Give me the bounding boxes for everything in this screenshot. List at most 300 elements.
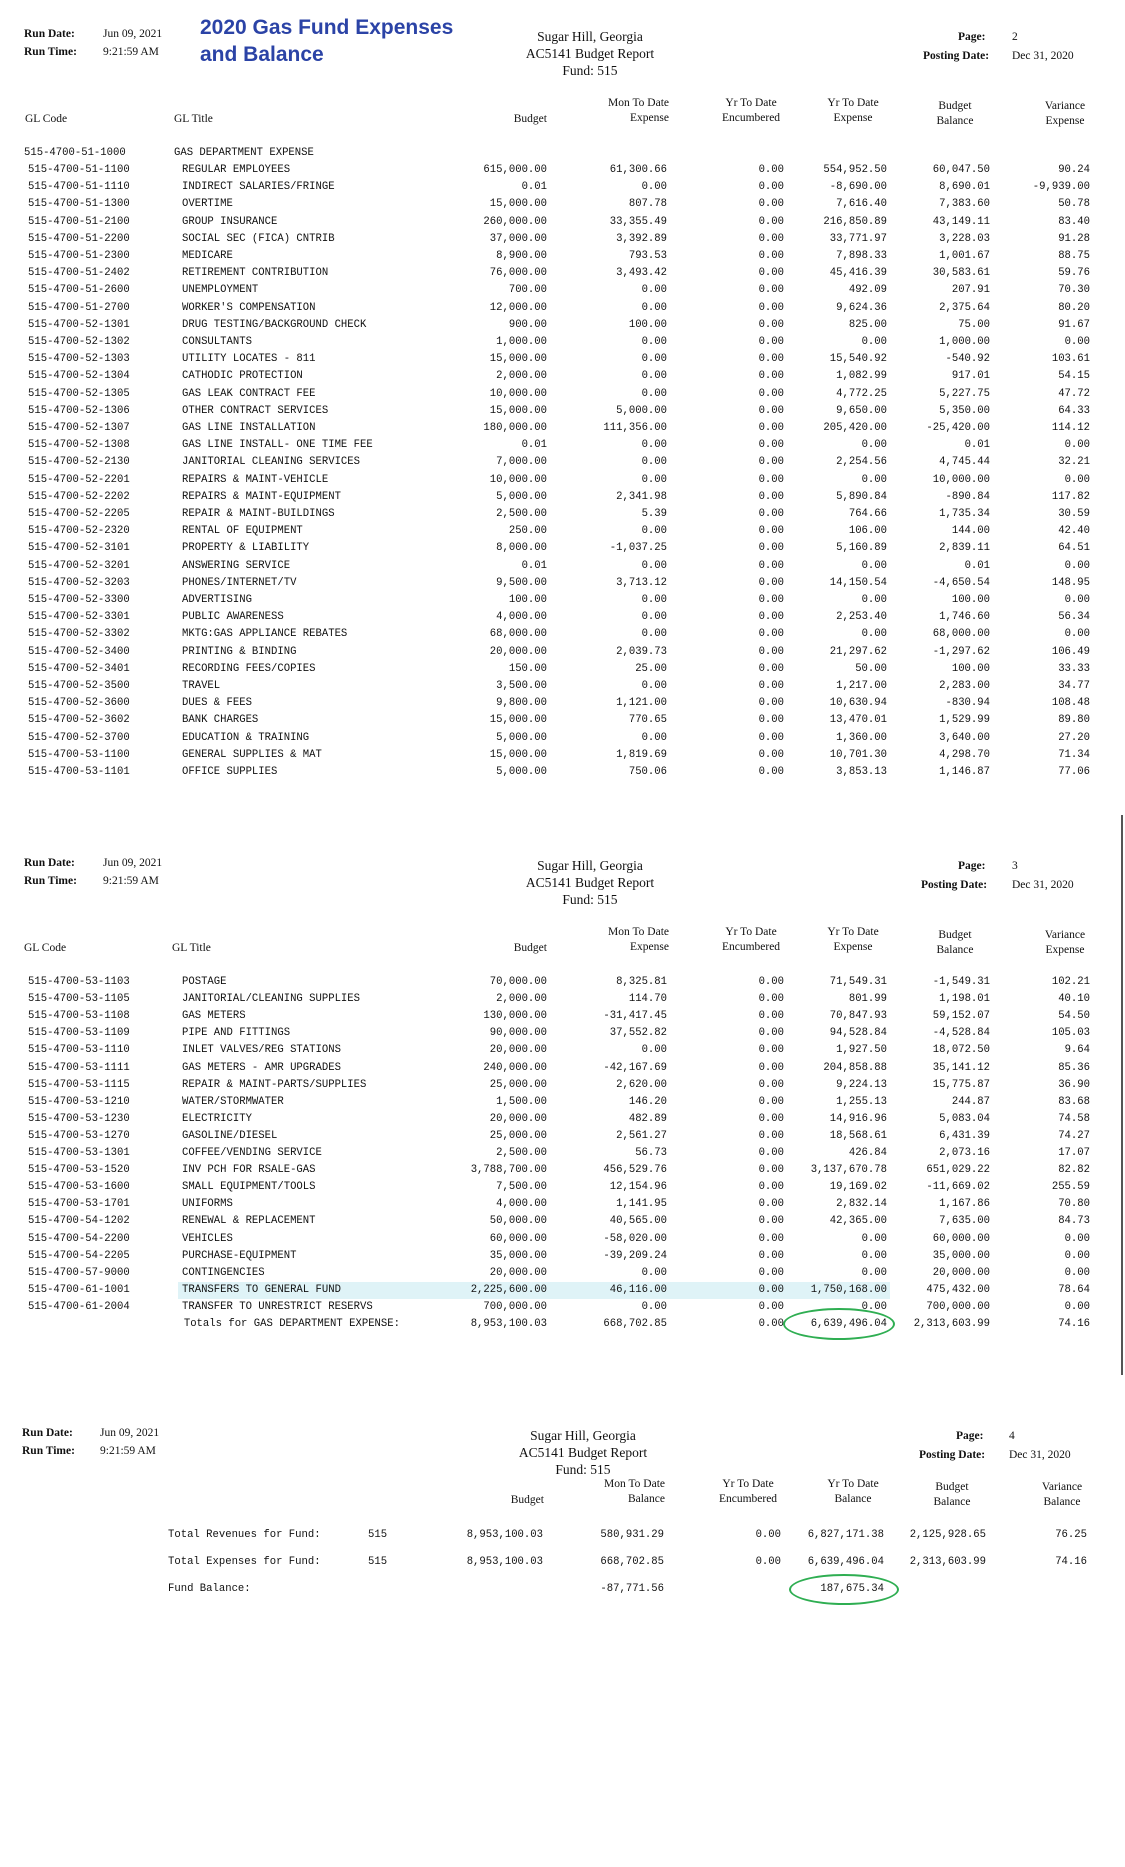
col-ytd-line1: Yr To Date [827, 97, 879, 109]
ytd-expense: 2,832.14 [836, 1198, 887, 1211]
gl-code: 515-4700-53-1115 [28, 1078, 130, 1091]
col-bal-line1: Budget [935, 1481, 969, 1493]
ytd-encumbered: 0.00 [758, 1249, 784, 1262]
gl-code: 515-4700-51-2200 [28, 232, 130, 245]
table-row [0, 974, 1125, 991]
budget-balance: 2,073.16 [939, 1147, 990, 1159]
variance: 50.78 [1058, 198, 1090, 211]
col-ytd-line2: Balance [834, 1493, 872, 1505]
mtd-expense: 770.65 [628, 714, 667, 727]
mtd-expense: 0.00 [641, 473, 667, 486]
ytd-expense: 0.00 [861, 628, 887, 641]
variance: 0.00 [1064, 559, 1090, 572]
variance: 54.50 [1058, 1010, 1090, 1023]
mtd-expense: 1,141.95 [616, 1198, 667, 1211]
gl-title: JANITORIAL/CLEANING SUPPLIES [182, 993, 361, 1006]
mtd-expense: 1,121.00 [616, 697, 667, 710]
ytd-encumbered: 0.00 [758, 611, 784, 624]
table-row [0, 1077, 1125, 1094]
mtd-expense: 40,565.00 [609, 1215, 667, 1228]
ytd-expense: 13,470.01 [829, 714, 887, 727]
col-gl-title: GL Title [174, 113, 213, 125]
ytd-expense: 216,850.89 [823, 215, 887, 228]
ytd-expense: 21,297.62 [829, 645, 887, 658]
budget-balance: 59,152.07 [932, 1010, 990, 1023]
table-row [0, 368, 1125, 385]
budget-balance: -25,420.00 [926, 422, 990, 434]
ytd-encumbered: 0.00 [758, 1078, 784, 1091]
budget: 8,000.00 [496, 542, 547, 555]
variance: 88.75 [1058, 250, 1090, 262]
budget: 9,500.00 [496, 576, 547, 589]
variance: 64.51 [1058, 542, 1090, 555]
col-bal-line2: Balance [933, 1496, 971, 1508]
mtd-expense: 0.00 [641, 1266, 667, 1279]
gl-title: GASOLINE/DIESEL [182, 1129, 278, 1142]
gl-title: MEDICARE [182, 250, 233, 262]
fund-balance-row [0, 1581, 1125, 1598]
budget: 260,000.00 [483, 215, 547, 228]
ytd-encumbered: 0.00 [758, 318, 784, 331]
variance: 40.10 [1058, 993, 1090, 1006]
col-enc-line1: Yr To Date [725, 926, 777, 938]
mtd-expense: 0.00 [641, 456, 667, 469]
gl-title: PURCHASE-EQUIPMENT [182, 1249, 297, 1262]
budget-balance: 7,383.60 [939, 198, 990, 211]
table-row [0, 506, 1125, 523]
table-row [0, 695, 1125, 712]
gl-title: GAS LINE INSTALL- ONE TIME FEE [182, 439, 373, 452]
budget: 4,000.00 [496, 611, 547, 624]
budget: 180,000.00 [483, 422, 547, 434]
budget: 150.00 [508, 662, 547, 675]
ytd-encumbered: 0.00 [758, 198, 784, 211]
gl-code: 515-4700-52-3602 [28, 714, 130, 727]
variance: 56.34 [1058, 611, 1090, 624]
table-row [0, 1094, 1125, 1111]
col-encumbered [710, 925, 792, 955]
mtd-expense: 0.00 [641, 628, 667, 641]
totals-label: Totals for GAS DEPARTMENT EXPENSE: [183, 1318, 400, 1330]
variance: 33.33 [1058, 662, 1090, 675]
report-page-3 [0, 845, 1125, 1385]
run-time: 9:21:59 AM [100, 1445, 156, 1457]
table-row [0, 1282, 1125, 1299]
col-enc-line1: Yr To Date [722, 1478, 774, 1490]
gl-title: UNIFORMS [182, 1198, 233, 1211]
budget: 20,000.00 [489, 1266, 547, 1279]
ytd-encumbered: 0.00 [758, 594, 784, 606]
budget: 130,000.00 [483, 1010, 547, 1023]
col-ytd-line1: Yr To Date [827, 926, 879, 938]
table-row [0, 1265, 1125, 1282]
gl-title: POSTAGE [182, 976, 227, 988]
gl-code: 515-4700-52-3203 [28, 576, 130, 589]
mtd-expense: 2,561.27 [616, 1129, 667, 1142]
variance: 42.40 [1058, 525, 1090, 538]
col-var-line2: Balance [1043, 1496, 1081, 1508]
ytd-expense: 42,365.00 [829, 1215, 887, 1228]
gl-code: 515-4700-52-3700 [28, 731, 130, 744]
gl-title: CONSULTANTS [182, 336, 252, 348]
table-row [0, 300, 1125, 317]
col-var-line1: Variance [1044, 100, 1086, 112]
circle-annotation-fund-balance [789, 1574, 899, 1605]
ytd-encumbered: 0.00 [758, 232, 784, 245]
variance: 83.40 [1058, 215, 1090, 228]
budget-balance: 1,529.99 [939, 714, 990, 727]
budget: 2,500.00 [496, 508, 547, 520]
ytd-expense: 801.99 [848, 993, 887, 1006]
variance: 59.76 [1058, 267, 1090, 280]
gl-code: 515-4700-51-2300 [28, 250, 130, 262]
run-date-label: Run Date: [24, 857, 75, 869]
variance: 36.90 [1058, 1078, 1090, 1091]
gl-title: COFFEE/VENDING SERVICE [182, 1147, 322, 1159]
gl-code: 515-4700-52-3301 [28, 611, 130, 624]
col-mtd-line2: Balance [627, 1493, 665, 1505]
ytd-expense: 10,630.94 [829, 697, 887, 710]
budget-balance: 6,431.39 [939, 1129, 990, 1142]
ytd-expense: 0.00 [861, 473, 887, 486]
ytd-encumbered: 0.00 [758, 456, 784, 469]
mtd-expense: 3,713.12 [616, 576, 667, 589]
ytd-expense: 0.00 [861, 336, 887, 348]
budget-balance: 1,746.60 [939, 611, 990, 624]
budget-balance: 8,690.01 [939, 181, 990, 194]
ytd-encumbered: 0.00 [758, 628, 784, 641]
variance: 0.00 [1064, 336, 1090, 348]
mtd-expense: 1,819.69 [616, 748, 667, 761]
ytd-expense: 18,568.61 [829, 1129, 887, 1142]
budget-balance: 1,146.87 [939, 766, 990, 778]
ytd-expense: 14,150.54 [829, 576, 887, 589]
col-budget-balance [920, 928, 990, 958]
ytd-expense: 7,898.33 [836, 250, 887, 262]
col-mtd-line2: Expense [630, 112, 669, 124]
budget-balance: 5,083.04 [939, 1112, 990, 1125]
ytd-expense: 7,616.40 [836, 198, 887, 211]
variance: 255.59 [1051, 1181, 1090, 1194]
gl-title: WATER/STORMWATER [182, 1095, 284, 1108]
table-row [0, 196, 1125, 213]
gl-title: CONTINGENCIES [182, 1266, 265, 1279]
fund-balance-label: Fund Balance: [168, 1583, 251, 1595]
page-number: 2 [1012, 31, 1018, 43]
table-row [0, 1162, 1125, 1179]
budget-balance: 2,839.11 [939, 542, 990, 555]
budget: 5,000.00 [496, 490, 547, 503]
ytd-encumbered: 0.00 [758, 525, 784, 538]
table-row [0, 386, 1125, 403]
section-row [0, 145, 1125, 162]
ytd-expense: 15,540.92 [829, 353, 887, 366]
gl-code: 515-4700-52-2130 [28, 456, 130, 469]
ytd-expense: 0.00 [861, 439, 887, 452]
variance: 64.33 [1058, 404, 1090, 417]
variance: 0.00 [1064, 473, 1090, 486]
mtd-expense: 3,392.89 [616, 232, 667, 245]
variance: 54.15 [1058, 370, 1090, 383]
totals-balance: 2,313,603.99 [913, 1318, 990, 1330]
gl-code: 515-4700-51-1300 [28, 198, 130, 211]
gl-code: 515-4700-57-9000 [28, 1266, 130, 1279]
mtd-expense: 0.00 [641, 731, 667, 744]
variance: 74.58 [1058, 1112, 1090, 1125]
table-row [0, 334, 1125, 351]
report-name: AC5141 Budget Report [518, 1445, 648, 1460]
mtd-expense: 0.00 [641, 1044, 667, 1057]
variance: 32.21 [1058, 456, 1090, 469]
ytd-expense: 492.09 [848, 284, 887, 297]
table-row [0, 420, 1125, 437]
ytd-expense: 1,360.00 [836, 731, 887, 744]
budget-balance: 43,149.11 [932, 215, 990, 228]
mtd-expense: 0.00 [641, 1300, 667, 1313]
gl-title: EDUCATION & TRAINING [182, 731, 310, 744]
gl-title: REPAIRS & MAINT-VEHICLE [182, 473, 329, 486]
summary-mtd: 580,931.29 [600, 1529, 664, 1541]
gl-title: RENTAL OF EQUIPMENT [182, 525, 303, 538]
col-variance [1030, 99, 1100, 129]
mtd-expense: 2,620.00 [616, 1078, 667, 1091]
report-title-block [433, 1427, 733, 1478]
gl-title: GROUP INSURANCE [182, 215, 278, 228]
table-row [0, 1042, 1125, 1059]
budget: 3,500.00 [496, 680, 547, 692]
ytd-encumbered: 0.00 [758, 370, 784, 383]
gl-code: 515-4700-53-1210 [28, 1095, 130, 1108]
gl-code: 515-4700-53-1230 [28, 1112, 130, 1125]
variance: 0.00 [1064, 1266, 1090, 1279]
col-enc-line2: Encumbered [718, 1493, 778, 1505]
gl-code: 515-4700-51-1100 [28, 164, 130, 176]
mtd-expense: 3,493.42 [616, 267, 667, 280]
run-date-label: Run Date: [22, 1427, 73, 1439]
budget: 3,788,700.00 [470, 1164, 547, 1177]
gl-title: MKTG:GAS APPLIANCE REBATES [182, 628, 348, 641]
table-row [0, 1248, 1125, 1265]
variance: 85.36 [1058, 1061, 1090, 1074]
gl-code: 515-4700-52-1301 [28, 318, 130, 331]
report-fund: Fund: 515 [562, 892, 618, 907]
gl-code: 515-4700-53-1110 [28, 1044, 130, 1057]
mtd-expense: 0.00 [641, 353, 667, 366]
report-org: Sugar Hill, Georgia [530, 1428, 636, 1443]
variance: 148.95 [1051, 576, 1090, 589]
gl-code: 515-4700-54-1202 [28, 1215, 130, 1228]
gl-title: OVERTIME [182, 198, 233, 211]
ytd-expense: 1,750,168.00 [810, 1283, 887, 1296]
table-row [0, 523, 1125, 540]
report-name: AC5141 Budget Report [525, 875, 655, 890]
ytd-encumbered: 0.00 [758, 714, 784, 727]
col-gl-title: GL Title [172, 942, 211, 954]
gl-code: 515-4700-52-2202 [28, 490, 130, 503]
variance: 0.00 [1064, 1232, 1090, 1245]
col-budget: Budget [513, 113, 547, 125]
ytd-encumbered: 0.00 [758, 439, 784, 452]
gl-code: 515-4700-52-2320 [28, 525, 130, 538]
ytd-expense: 0.00 [861, 594, 887, 606]
budget: 0.01 [521, 181, 547, 194]
col-enc-line2: Encumbered [721, 941, 781, 953]
budget-balance: 5,227.75 [939, 387, 990, 400]
report-title-block [440, 28, 740, 79]
variance: 47.72 [1058, 387, 1090, 400]
budget: 5,000.00 [496, 766, 547, 778]
budget-balance: 35,141.12 [932, 1061, 990, 1074]
budget-balance: 35,000.00 [932, 1249, 990, 1262]
gl-code: 515-4700-61-2004 [28, 1300, 130, 1313]
variance: 0.00 [1064, 439, 1090, 452]
totals-mtd: 668,702.85 [603, 1318, 667, 1330]
budget: 68,000.00 [489, 628, 547, 641]
variance: 78.64 [1058, 1283, 1090, 1296]
gl-code: 515-4700-52-2201 [28, 473, 130, 486]
mtd-expense: 0.00 [641, 387, 667, 400]
mtd-expense: 750.06 [628, 766, 667, 778]
ytd-encumbered: 0.00 [758, 473, 784, 486]
gl-code: 515-4700-52-1303 [28, 353, 130, 366]
mtd-expense: 61,300.66 [609, 164, 667, 176]
table-row [0, 609, 1125, 626]
budget-balance: -11,669.02 [926, 1181, 990, 1194]
ytd-encumbered: 0.00 [758, 1198, 784, 1211]
col-var-line1: Variance [1041, 1481, 1083, 1493]
ytd-encumbered: 0.00 [758, 748, 784, 761]
ytd-encumbered: 0.00 [758, 1266, 784, 1279]
table-row [0, 1060, 1125, 1077]
gl-title: UNEMPLOYMENT [182, 284, 259, 297]
report-name: AC5141 Budget Report [525, 46, 655, 61]
run-date-label: Run Date: [24, 28, 75, 40]
budget: 1,000.00 [496, 336, 547, 348]
variance: 80.20 [1058, 301, 1090, 314]
col-budget-balance [920, 99, 990, 129]
budget: 15,000.00 [489, 714, 547, 727]
report-page-4 [0, 1415, 1125, 1867]
gl-code: 515-4700-52-3101 [28, 542, 130, 555]
summary-mtd: 668,702.85 [600, 1556, 664, 1568]
mtd-expense: 25.00 [635, 662, 667, 675]
ytd-expense: 45,416.39 [829, 267, 887, 280]
mtd-expense: 807.78 [628, 198, 667, 211]
table-row [0, 747, 1125, 764]
ytd-encumbered: 0.00 [758, 1129, 784, 1142]
ytd-expense: 14,916.96 [829, 1112, 887, 1125]
budget: 7,500.00 [496, 1181, 547, 1194]
budget: 9,800.00 [496, 697, 547, 710]
budget-balance: 3,640.00 [939, 731, 990, 744]
mtd-expense: 5.39 [641, 508, 667, 520]
budget: 20,000.00 [489, 1112, 547, 1125]
summary-balance: 2,313,603.99 [909, 1556, 986, 1568]
gl-title: SOCIAL SEC (FICA) CNTRIB [182, 232, 335, 245]
col-bal-line1: Budget [938, 929, 972, 941]
table-row [0, 351, 1125, 368]
ytd-encumbered: 0.00 [758, 1027, 784, 1040]
report-page-2 [0, 0, 1125, 820]
gl-title: BANK CHARGES [182, 714, 259, 727]
ytd-encumbered: 0.00 [758, 1112, 784, 1125]
table-row [0, 575, 1125, 592]
gl-code: 515-4700-53-1600 [28, 1181, 130, 1194]
ytd-expense: 4,772.25 [836, 387, 887, 400]
gl-code: 515-4700-53-1101 [28, 766, 130, 778]
table-row [0, 558, 1125, 575]
mtd-expense: 37,552.82 [609, 1027, 667, 1040]
mtd-expense: 100.00 [628, 318, 667, 331]
ytd-expense: -8,690.00 [829, 181, 887, 194]
ytd-encumbered: 0.00 [758, 766, 784, 778]
col-mtd-line1: Mon To Date [604, 1478, 665, 1490]
fund-balance-ytd: 187,675.34 [820, 1583, 884, 1595]
ytd-expense: 106.00 [848, 525, 887, 538]
summary-ytd: 6,639,496.04 [807, 1556, 884, 1568]
mtd-expense: 0.00 [641, 370, 667, 383]
variance: 0.00 [1064, 1300, 1090, 1313]
col-budget-balance [917, 1480, 987, 1510]
gl-code: 515-4700-54-2205 [28, 1249, 130, 1262]
gl-code: 515-4700-51-2402 [28, 267, 130, 280]
gl-title: JANITORIAL CLEANING SERVICES [182, 456, 361, 469]
budget-balance: 10,000.00 [932, 473, 990, 486]
ytd-encumbered: 0.00 [758, 662, 784, 675]
gl-code: 515-4700-53-1701 [28, 1198, 130, 1211]
col-ytd-balance [812, 1477, 894, 1507]
budget: 615,000.00 [483, 164, 547, 176]
summary-ytd: 6,827,171.38 [807, 1529, 884, 1541]
table-row [0, 1196, 1125, 1213]
table-row [0, 592, 1125, 609]
budget-balance: 5,350.00 [939, 404, 990, 417]
ytd-expense: 9,624.36 [836, 301, 887, 314]
ytd-encumbered: 0.00 [758, 1164, 784, 1177]
summary-label: Total Expenses for Fund: [168, 1556, 321, 1568]
gl-title: OTHER CONTRACT SERVICES [182, 404, 329, 417]
gl-title: GAS LEAK CONTRACT FEE [182, 387, 316, 400]
page-edge-line [1121, 815, 1123, 1375]
summary-fund: 515 [368, 1529, 388, 1541]
gl-code: 515-4700-53-1100 [28, 748, 130, 761]
budget-balance: 100.00 [951, 662, 990, 675]
mtd-expense: -39,209.24 [603, 1249, 667, 1262]
table-row [0, 1145, 1125, 1162]
budget-balance: 917.01 [951, 370, 990, 383]
gl-title: REPAIR & MAINT-PARTS/SUPPLIES [182, 1078, 367, 1091]
gl-code: 515-4700-51-2700 [28, 301, 130, 314]
gl-code: 515-4700-52-3500 [28, 680, 130, 692]
col-var-line2: Expense [1045, 944, 1085, 956]
variance: 9.64 [1064, 1044, 1090, 1057]
budget-balance: 20,000.00 [932, 1266, 990, 1279]
gl-title: DRUG TESTING/BACKGROUND CHECK [182, 318, 367, 331]
budget-balance: 1,000.00 [939, 336, 990, 348]
budget: 37,000.00 [489, 232, 547, 245]
col-var-line2: Expense [1045, 115, 1085, 127]
gl-title: GAS METERS - AMR UPGRADES [182, 1061, 341, 1074]
table-row [0, 437, 1125, 454]
mtd-expense: 46,116.00 [609, 1283, 667, 1296]
gl-code: 515-4700-52-3300 [28, 594, 130, 606]
ytd-expense: 33,771.97 [829, 232, 887, 245]
budget-balance: 2,283.00 [939, 680, 990, 692]
mtd-expense: 0.00 [641, 594, 667, 606]
ytd-encumbered: 0.00 [758, 164, 784, 176]
ytd-encumbered: 0.00 [758, 1147, 784, 1159]
posting-date: Dec 31, 2020 [1009, 1449, 1071, 1461]
